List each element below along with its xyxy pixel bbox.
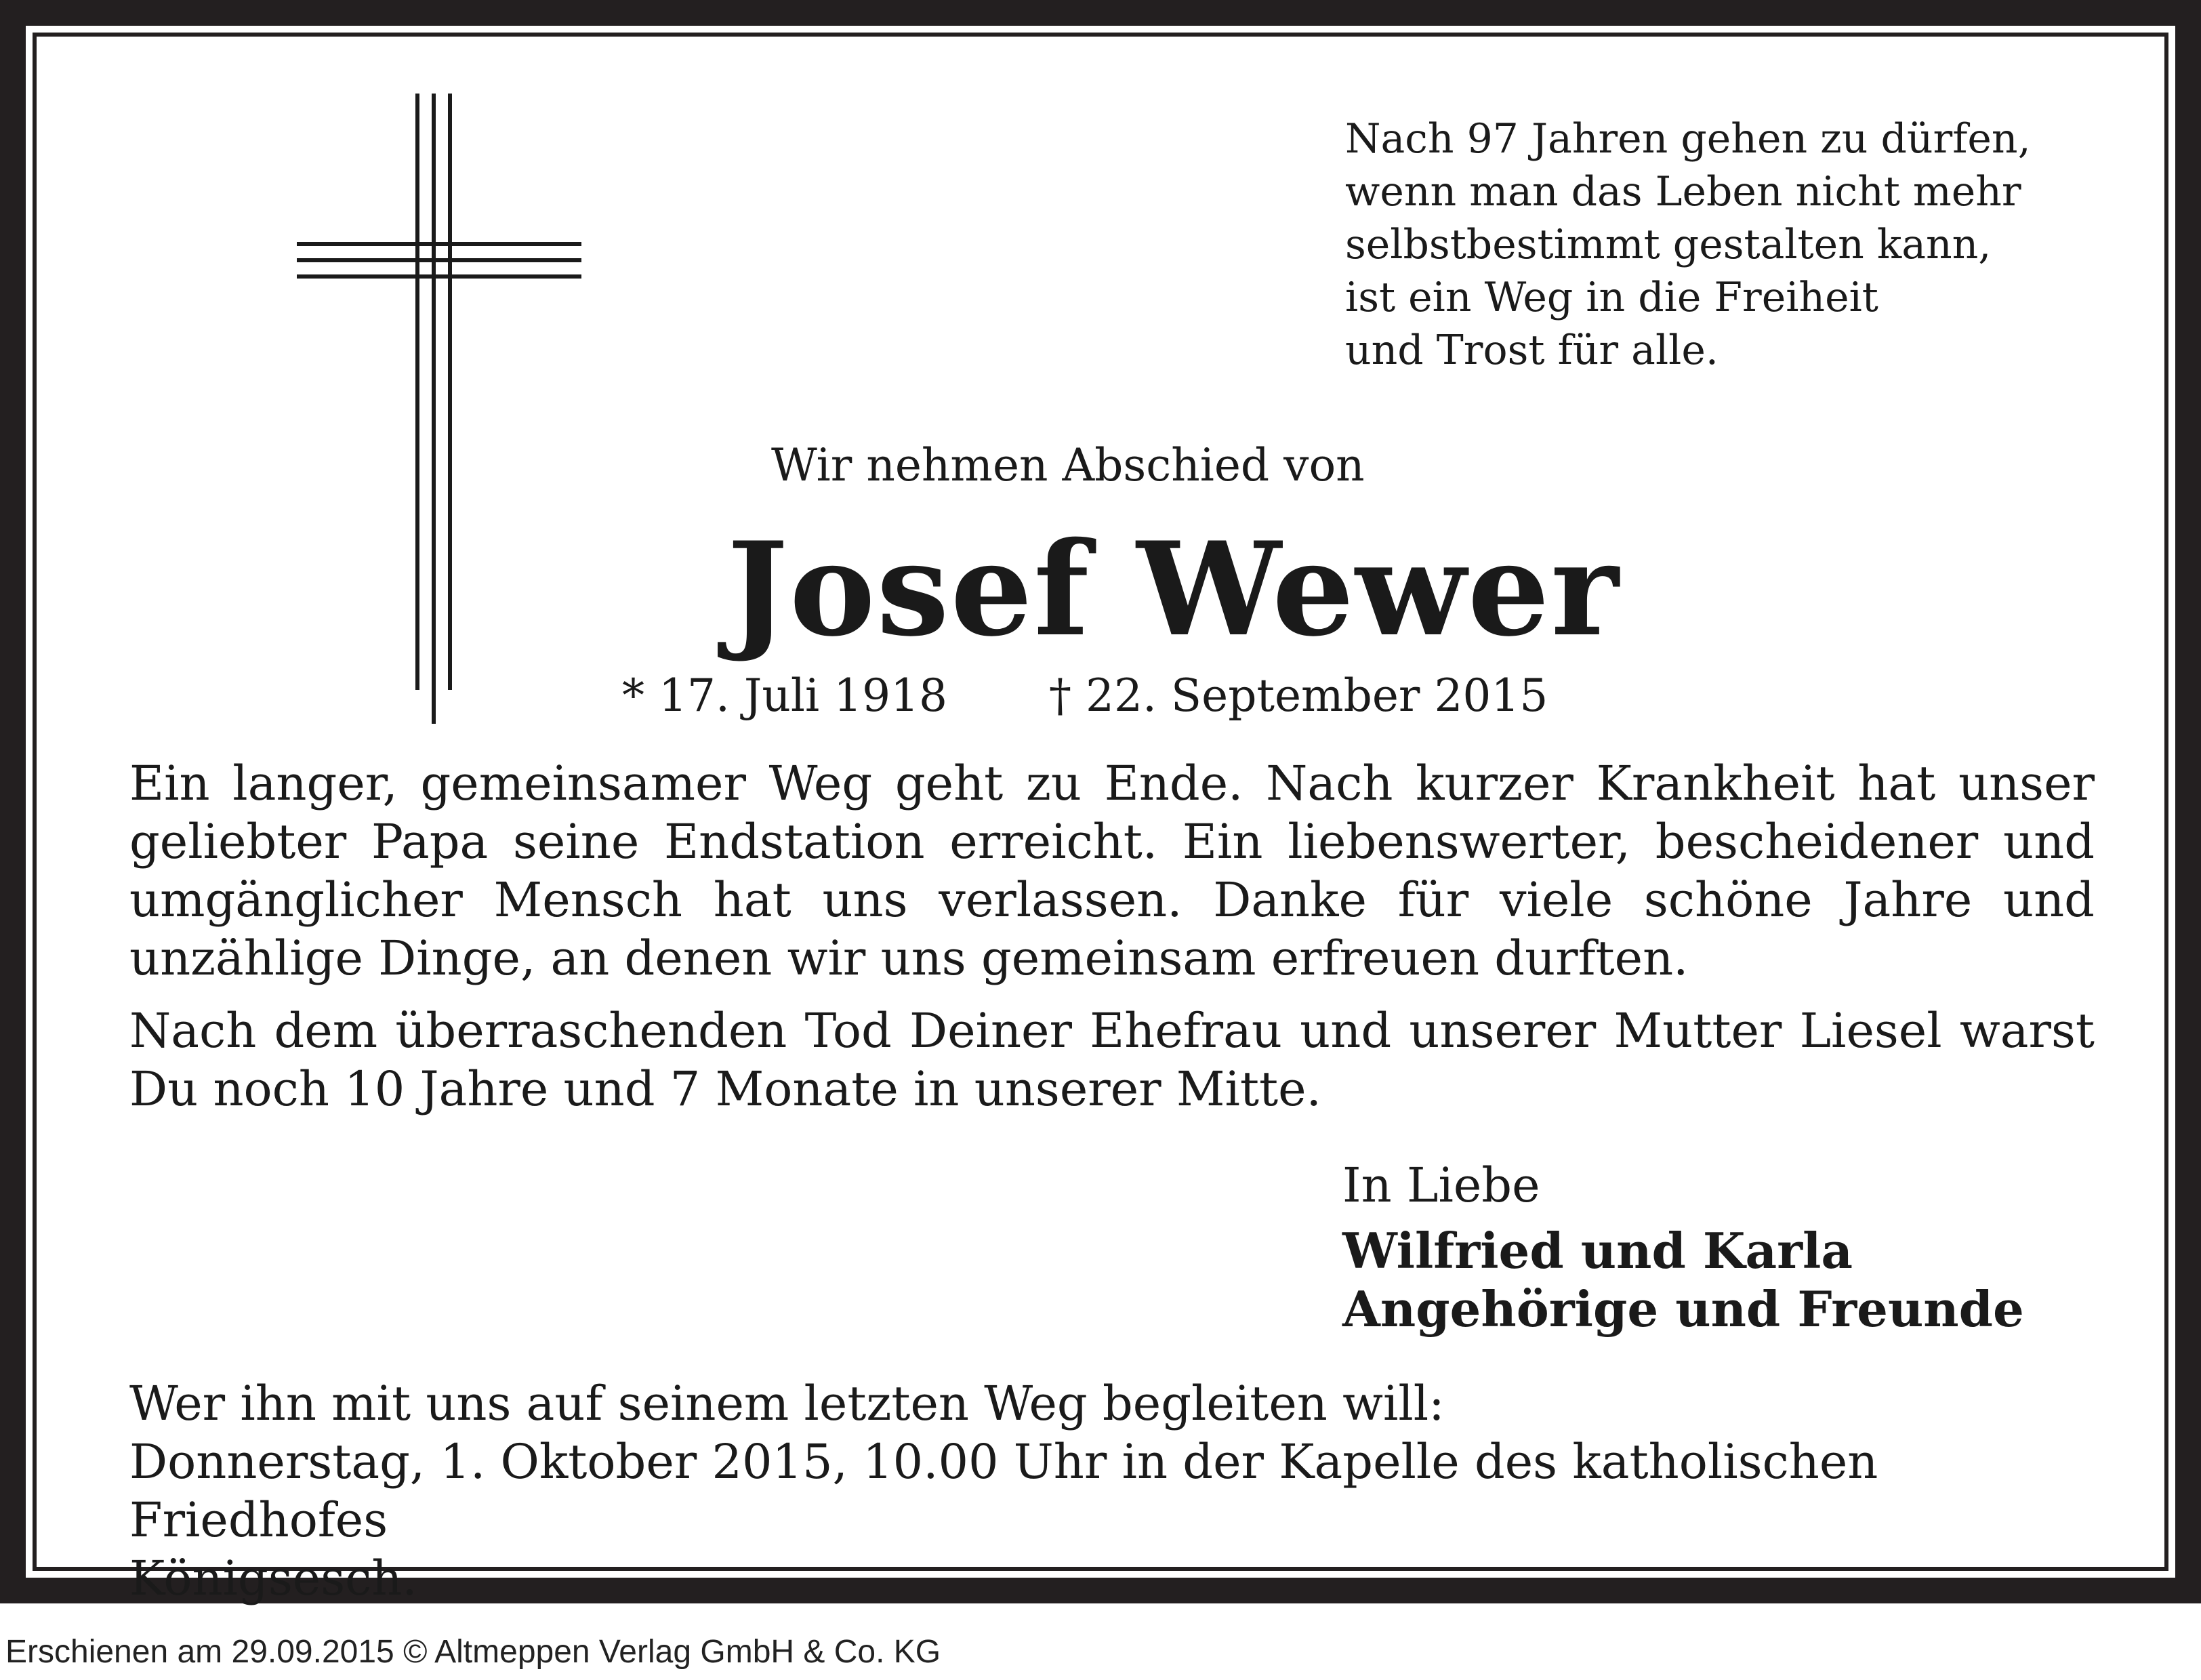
deceased-name: Josef Wewer bbox=[727, 514, 1620, 665]
quote-text: Nach 97 Jahren gehen zu dürfen, wenn man das Leben nicht mehr selbstbestimmt gestalten kann, ist ein Weg in die Freiheit und Trost für alle. bbox=[1345, 115, 2031, 374]
paragraph-farewell: Ein langer, gemeinsamer Weg geht zu Ende. Nach kurzer Krankheit hat unser geliebter Papa seine Endstation erreicht. Ein liebenswerter, bescheidener und umgänglicher Mensch hat uns verlassen. Danke für viele schöne Jahre und unzählige Dinge, an denen wir uns gemeinsam erfreuen durften. bbox=[129, 756, 2095, 986]
funeral-line-1: Wer ihn mit uns auf seinem letzten Weg begleiten will: bbox=[129, 1376, 1445, 1431]
publication-footer: Erschienen am 29.09.2015 © Altmeppen Verlag GmbH & Co. KG bbox=[5, 1634, 941, 1670]
death-date: † 22. September 2015 bbox=[1049, 670, 1548, 722]
funeral-line-3: Königsesch. bbox=[129, 1551, 417, 1606]
funeral-info bbox=[129, 1374, 2095, 1607]
birth-date: * 17. Juli 1918 bbox=[622, 670, 948, 722]
funeral-line-2: Donnerstag, 1. Oktober 2015, 10.00 Uhr in der Kapelle des katholischen Friedhofes bbox=[129, 1434, 1878, 1548]
cross-icon bbox=[297, 94, 581, 724]
paragraph-remembrance: Nach dem überraschenden Tod Deiner Ehefrau und unserer Mutter Liesel warst Du noch 10 Jahre und 7 Monate in unserer Mitte. bbox=[129, 1003, 2095, 1117]
notice-panel bbox=[26, 26, 2175, 1606]
intro-text: Wir nehmen Abschied von bbox=[771, 439, 1365, 491]
closing-text: In Liebe bbox=[1342, 1157, 1540, 1213]
signers: Wilfried und Karla Angehörige und Freunde bbox=[1342, 1222, 2024, 1338]
